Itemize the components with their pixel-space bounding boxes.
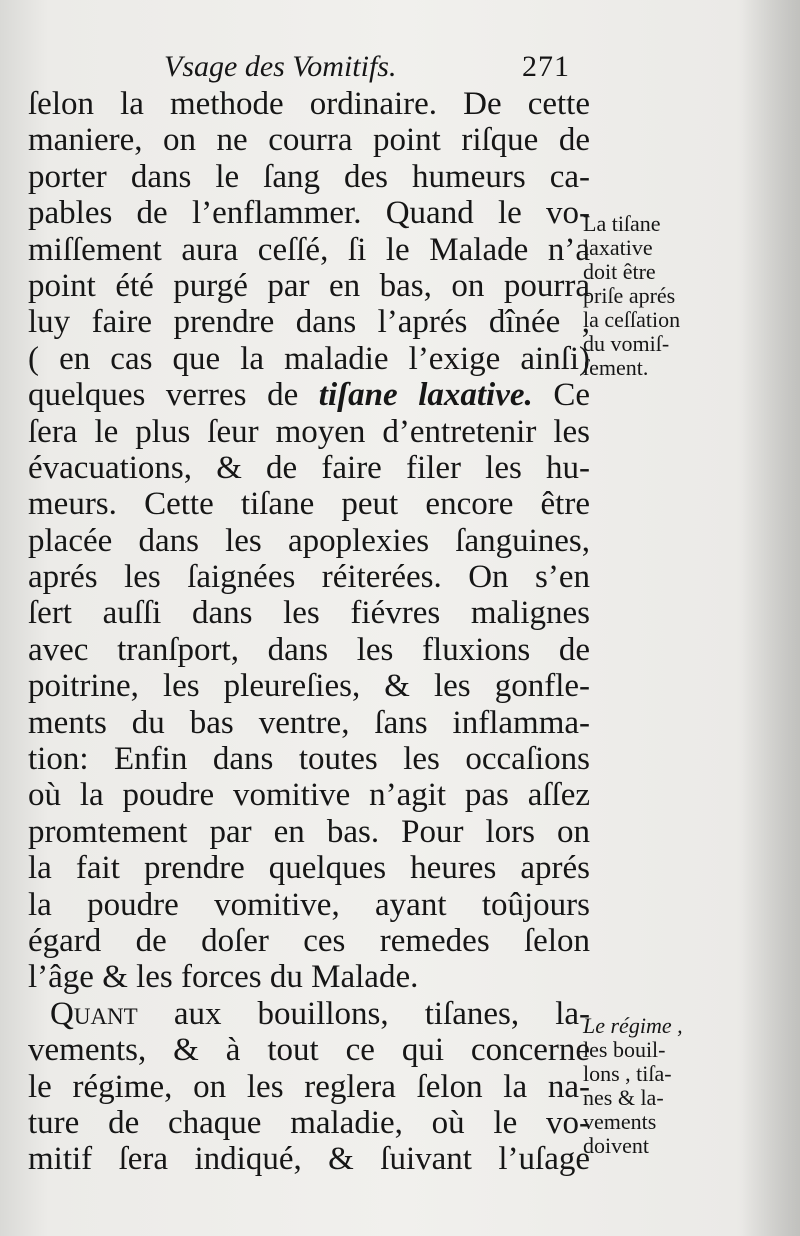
emphasized-term: tiſane laxative. xyxy=(318,377,533,414)
text-line: mitif ſera indiqué, & ſuivant l’uſage xyxy=(28,1141,590,1178)
text-line: meurs. Cette tiſane peut encore être xyxy=(28,486,590,523)
margin-line: priſe aprés xyxy=(583,283,676,308)
page-number: 271 xyxy=(522,50,570,83)
text-line: promtement par en bas. Pour lors on xyxy=(28,813,590,850)
text-line: luy faire prendre dans l’aprés dînée , xyxy=(28,304,590,341)
small-caps-opening: Quant xyxy=(50,995,138,1032)
margin-line: vements xyxy=(583,1109,657,1134)
text-line: placée dans les apoplexies ſanguines, xyxy=(28,522,590,559)
text-line: évacuations, & de faire filer les hu- xyxy=(28,449,590,486)
text-line: le régime, on les reglera ſelon la na- xyxy=(28,1068,590,1105)
page-header xyxy=(150,50,590,84)
running-title: Vsage des Vomitifs. xyxy=(164,50,397,83)
text-line: la fait prendre quelques heures aprés xyxy=(28,850,590,887)
text-line: ture de chaque maladie, où le vo- xyxy=(28,1104,590,1141)
text-line: tion: Enfin dans toutes les occaſions xyxy=(28,741,590,778)
text-line: maniere, on ne courra point riſque de xyxy=(28,122,590,159)
text-line: pables de l’enflammer. Quand le vo- xyxy=(28,195,590,232)
text-line: porter dans le ſang des humeurs ca- xyxy=(28,158,590,195)
margin-line: ſement. xyxy=(583,355,649,380)
text-line: vements, & à tout ce qui concerne xyxy=(28,1032,590,1069)
margin-line: du vomiſ- xyxy=(583,331,670,356)
margin-line: laxative xyxy=(583,235,653,260)
main-text-block xyxy=(28,86,590,1178)
page-edge-shadow xyxy=(742,0,800,1236)
text-line: miſſement aura ceſſé, ſi le Malade n’a xyxy=(28,231,590,268)
margin-note-heading: Le régime , xyxy=(583,1013,683,1038)
text-line: la poudre vomitive, ayant toûjours xyxy=(28,886,590,923)
margin-line: doit être xyxy=(583,259,656,284)
margin-line: La tiſane xyxy=(583,211,661,236)
text-segment: aux bouillons, tiſanes, la- xyxy=(173,995,590,1032)
margin-line: doivent xyxy=(583,1133,649,1158)
text-line: égard de doſer ces remedes ſelon xyxy=(28,922,590,959)
margin-line: lons , tiſa- xyxy=(583,1061,672,1086)
margin-line: la ceſſation xyxy=(583,307,681,332)
text-line: ments du bas ventre, ſans inflamma- xyxy=(28,704,590,741)
text-segment: Ce xyxy=(553,377,590,414)
text-line: avec tranſport, dans les fluxions de xyxy=(28,631,590,668)
text-line-with-emphasis xyxy=(28,377,590,413)
text-line: où la poudre vomitive n’agit pas aſſez xyxy=(28,777,590,814)
margin-line: nes & la- xyxy=(583,1085,664,1110)
paragraph-first-line xyxy=(28,996,590,1032)
paragraph-last-line: l’âge & les forces du Malade. xyxy=(28,959,419,996)
text-line: ( en cas que la maladie l’exige ainſi) xyxy=(28,340,590,377)
margin-note-tisane xyxy=(583,212,723,380)
text-line: poitrine, les pleureſies, & les gonfle- xyxy=(28,668,590,705)
margin-line: les bouil- xyxy=(583,1037,666,1062)
text-line: ſert auſſi dans les fiévres malignes xyxy=(28,595,590,632)
text-segment: quelques verres de xyxy=(28,377,299,414)
text-line: aprés les ſaignées réiterées. On s’en xyxy=(28,559,590,596)
margin-note-regime xyxy=(583,1014,723,1158)
text-line: point été purgé par en bas, on pourra xyxy=(28,267,590,304)
text-line: ſera le plus ſeur moyen d’entretenir les xyxy=(28,413,590,450)
text-line: ſelon la methode ordinaire. De cette xyxy=(28,86,590,122)
